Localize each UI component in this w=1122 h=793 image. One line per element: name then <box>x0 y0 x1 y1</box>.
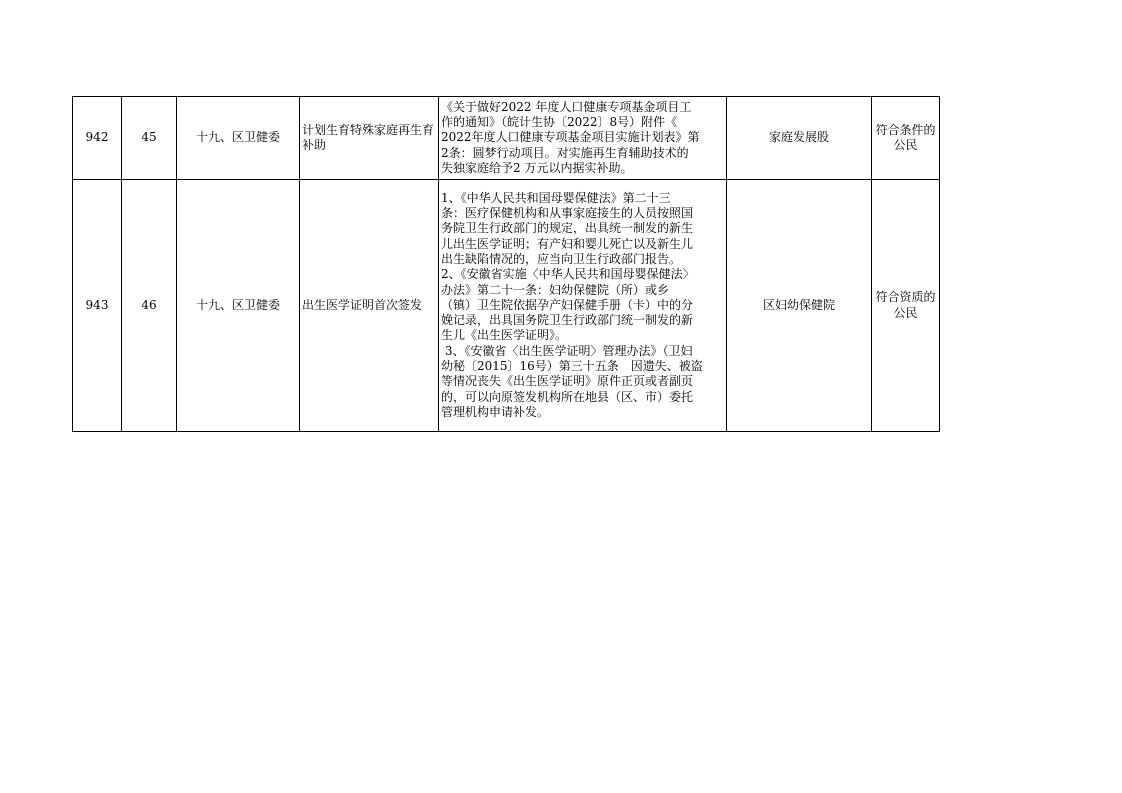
basis-line: 娩记录，出具国务院卫生行政部门统一制发的新 <box>441 313 694 328</box>
basis-line: 条：医疗保健机构和从事家庭接生的人员按照国 <box>441 206 694 221</box>
basis-line: 2条：圆梦行动项目。对实施再生育辅助技术的 <box>441 145 689 160</box>
basis-line: （镇）卫生院依据孕产妇保健手册（卡）中的分 <box>441 297 694 312</box>
sub-seq-cell: 45 <box>122 97 177 180</box>
basis-line: 等情况丧失《出生医学证明》原件正页或者副页 <box>441 374 694 389</box>
item-name-cell: 计划生育特殊家庭再生育补助 <box>300 97 439 180</box>
basis-line: 《关于做好2022 年度人口健康专项基金项目工 <box>441 99 692 114</box>
document-table <box>72 96 940 432</box>
target-group-cell: 符合条件的公民 <box>872 97 940 180</box>
basis-line: 办法》第二十一条：妇幼保健院（所）或乡 <box>441 282 670 297</box>
basis-line: 3、《安徽省〈出生医学证明〉管理办法》（卫妇 <box>441 343 693 358</box>
department-cell: 十九、区卫健委 <box>177 180 300 432</box>
seq-cell: 942 <box>73 97 122 180</box>
basis-line: 的，可以向原签发机构所在地县（区、市）委托 <box>441 389 694 404</box>
department-cell: 十九、区卫健委 <box>177 97 300 180</box>
table-row <box>73 97 940 180</box>
basis-line: 2022年度人口健康专项基金项目实施计划表》第 <box>441 130 700 145</box>
basis-line: 2、《安徽省实施〈中华人民共和国母婴保健法〉 <box>441 267 695 282</box>
legal-basis-cell <box>439 97 727 180</box>
basis-line: 1、《中华人民共和国母婴保健法》第二十三 <box>441 190 671 205</box>
basis-line: 幼秘〔2015〕16号）第三十五条 因遗失、被盗 <box>441 359 703 374</box>
basis-line: 失独家庭给予2 万元以内据实补助。 <box>441 160 633 175</box>
sub-seq-cell: 46 <box>122 180 177 432</box>
basis-line: 作的通知》（皖计生协〔2022〕8号）附件《 <box>441 115 678 130</box>
target-group-cell: 符合资质的公民 <box>872 180 940 432</box>
legal-basis-cell <box>439 180 727 432</box>
basis-line: 生儿《出生医学证明》。 <box>441 328 568 343</box>
item-name-cell: 出生医学证明首次签发 <box>300 180 439 432</box>
basis-line: 务院卫生行政部门的规定，出具统一制发的新生 <box>441 221 694 236</box>
basis-line: 儿出生医学证明；有产妇和婴儿死亡以及新生儿 <box>441 236 694 251</box>
basis-line: 管理机构申请补发。 <box>441 404 550 419</box>
table-row <box>73 180 940 432</box>
responsible-unit-cell: 区妇幼保健院 <box>727 180 872 432</box>
seq-cell: 943 <box>73 180 122 432</box>
responsible-unit-cell: 家庭发展股 <box>727 97 872 180</box>
basis-line: 出生缺陷情况的，应当向卫生行政部门报告。 <box>441 251 682 266</box>
